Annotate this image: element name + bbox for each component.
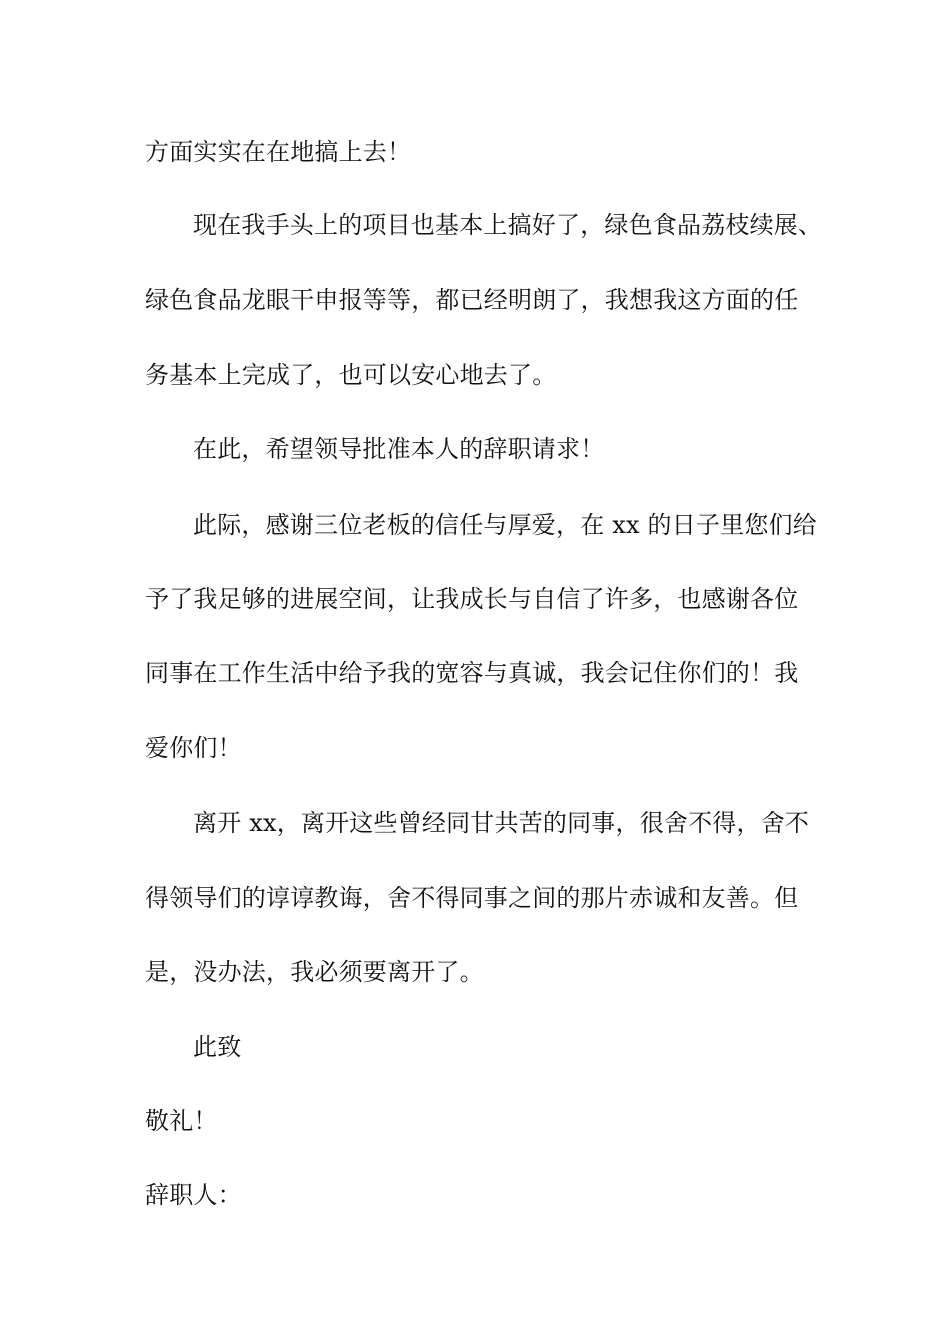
paragraph-line: 离开 xx，离开这些曾经同甘共苦的同事，很舍不得，舍不 <box>193 809 810 837</box>
paragraph-line: 方面实实在在地搞上去！ <box>145 138 412 166</box>
paragraph-line: 是，没办法，我必须要离开了。 <box>145 958 484 986</box>
paragraph-line: 现在我手头上的项目也基本上搞好了，绿色食品荔枝续展、 <box>193 211 823 239</box>
paragraph-line: 务基本上完成了，也可以安心地去了。 <box>145 361 557 389</box>
paragraph-line: 爱你们！ <box>145 734 242 762</box>
paragraph-line: 在此，希望领导批准本人的辞职请求！ <box>193 435 605 463</box>
signature-label: 辞职人： <box>145 1181 242 1209</box>
paragraph-line: 同事在工作生活中给予我的宽容与真诚，我会记住你们的！我 <box>145 659 799 687</box>
paragraph-line: 予了我足够的进展空间，让我成长与自信了许多，也感谢各位 <box>145 585 799 613</box>
paragraph-line: 绿色食品龙眼干申报等等，都已经明朗了，我想我这方面的任 <box>145 286 799 314</box>
paragraph-line: 得领导们的谆谆教诲，舍不得同事之间的那片赤诚和友善。但 <box>145 884 799 912</box>
paragraph-line: 此际，感谢三位老板的信任与厚爱，在 xx 的日子里您们给 <box>193 511 817 539</box>
closing-salutation: 此致 <box>193 1033 242 1061</box>
closing-regards: 敬礼！ <box>145 1107 218 1135</box>
